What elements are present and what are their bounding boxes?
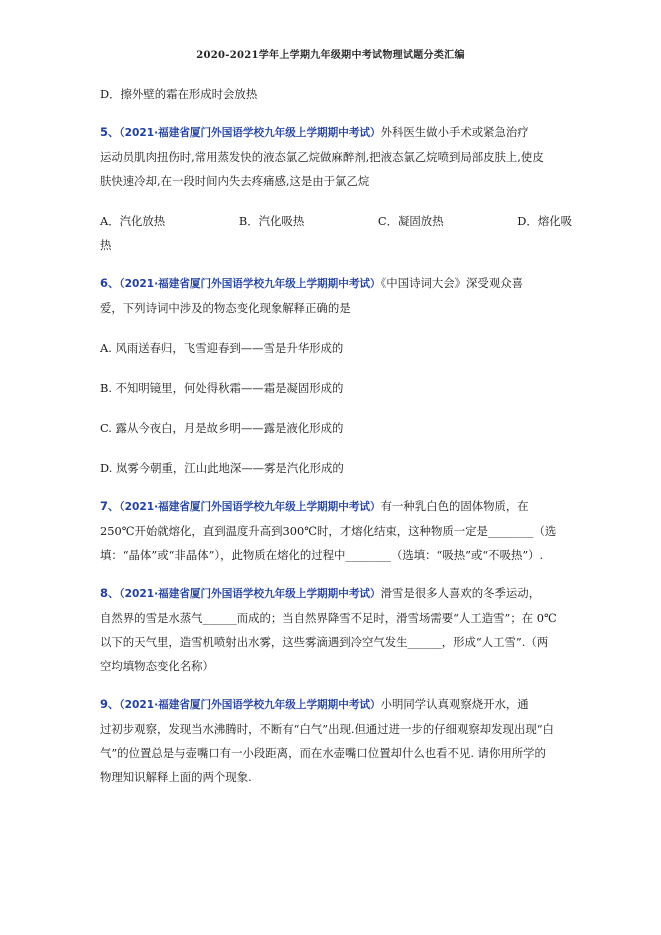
question-source: （2021·福建省厦门外国语学校九年级上学期期中考试） (119, 278, 381, 290)
question-text: 运动员肌肉扭伤时,常用蒸发快的液态氯乙烷做麻醉剂,把液态氯乙烷喷到局部皮肤上,使皮 (100, 150, 544, 164)
question-text: 过初步观察，发现当水沸腾时，不断有“白气”出现.但通过进一步的仔细观察却发现出现“白 (100, 722, 554, 736)
document-body (100, 82, 572, 803)
question-number: 8、 (100, 586, 120, 600)
option-c: C．凝固放热 (377, 214, 444, 228)
question-number: 6、 (100, 276, 120, 290)
question-8 (100, 581, 572, 678)
question-text: 滑雪是很多人喜欢的冬季运动， (380, 586, 541, 600)
option-d: D. 岚雾今朝重，江山此地深——雾是汽化形成的 (100, 461, 344, 475)
option-d-continued: 热 (100, 238, 112, 252)
question-source: （2021·福建省厦门外国语学校九年级上学期期中考试） (119, 501, 381, 513)
question-text: 250℃开始就熔化，直到温度升高到300℃时，才熔化结束，这种物质一定是________（选 (100, 524, 557, 538)
option-d: D．熔化吸 (517, 214, 572, 228)
question-text: 小明同学认真观察烧开水，通 (380, 697, 529, 711)
question-text: 有一种乳白色的固体物质，在 (380, 499, 529, 513)
option-c: C. 露从今夜白，月是故乡明——露是液化形成的 (100, 421, 344, 435)
question-source: （2021·福建省厦门外国语学校九年级上学期期中考试） (119, 699, 381, 711)
option-text: D．擦外壁的霜在形成时会放热 (100, 87, 258, 101)
question-text: 气”的位置总是与壶嘴口有一小段距离，而在水壶嘴口位置却什么也看不见. 请你用所学的 (100, 746, 546, 760)
option-a: A. 风雨送春归，飞雪迎春到——雪是升华形成的 (100, 341, 344, 355)
question-text: 物理知识解释上面的两个现象. (100, 770, 252, 784)
question-source: （2021·福建省厦门外国语学校九年级上学期期中考试） (119, 588, 381, 600)
question-9 (100, 692, 572, 789)
question-text: 肤快速冷却,在一段时间内失去疼痛感,这是由于氯乙烷 (100, 174, 370, 188)
page-header: 2020-2021学年上学期九年级期中考试物理试题分类汇编 (196, 50, 465, 61)
question-text: 外科医生做小手术或紧急治疗 (380, 125, 529, 139)
question-5 (100, 120, 572, 257)
question-text: 填：“晶体”或“非晶体”），此物质在熔化的过程中________（选填：“吸热”或“不吸热”）. (100, 548, 544, 562)
question-number: 7、 (100, 499, 120, 513)
question-text: 以下的天气里，造雪机喷射出水雾，这些雾滴遇到冷空气发生______，形成“人工雪”.（两 (100, 635, 549, 649)
question-number: 9、 (100, 697, 120, 711)
question-text: 《中国诗词大会》深受观众喜 (380, 276, 523, 290)
question-text: 自然界的雪是水蒸气______而成的；当自然界降雪不足时，滑雪场需要“人工造雪”；在 0℃ (100, 611, 557, 625)
question-7 (100, 494, 572, 567)
question-source: （2021·福建省厦门外国语学校九年级上学期期中考试） (119, 127, 381, 139)
option-b: B．汽化吸热 (238, 214, 305, 228)
option-a: A．汽化放热 (100, 214, 166, 228)
question-text: 空均填物态变化名称） (100, 659, 214, 673)
question-6 (100, 271, 572, 480)
option-b: B. 不知明镜里，何处得秋霜——霜是凝固形成的 (100, 381, 344, 395)
question-number: 5、 (100, 125, 120, 139)
answer-options (100, 209, 572, 233)
question-text: 爱，下列诗词中涉及的物态变化现象解释正确的是 (100, 301, 351, 315)
previous-question-option (100, 82, 572, 106)
